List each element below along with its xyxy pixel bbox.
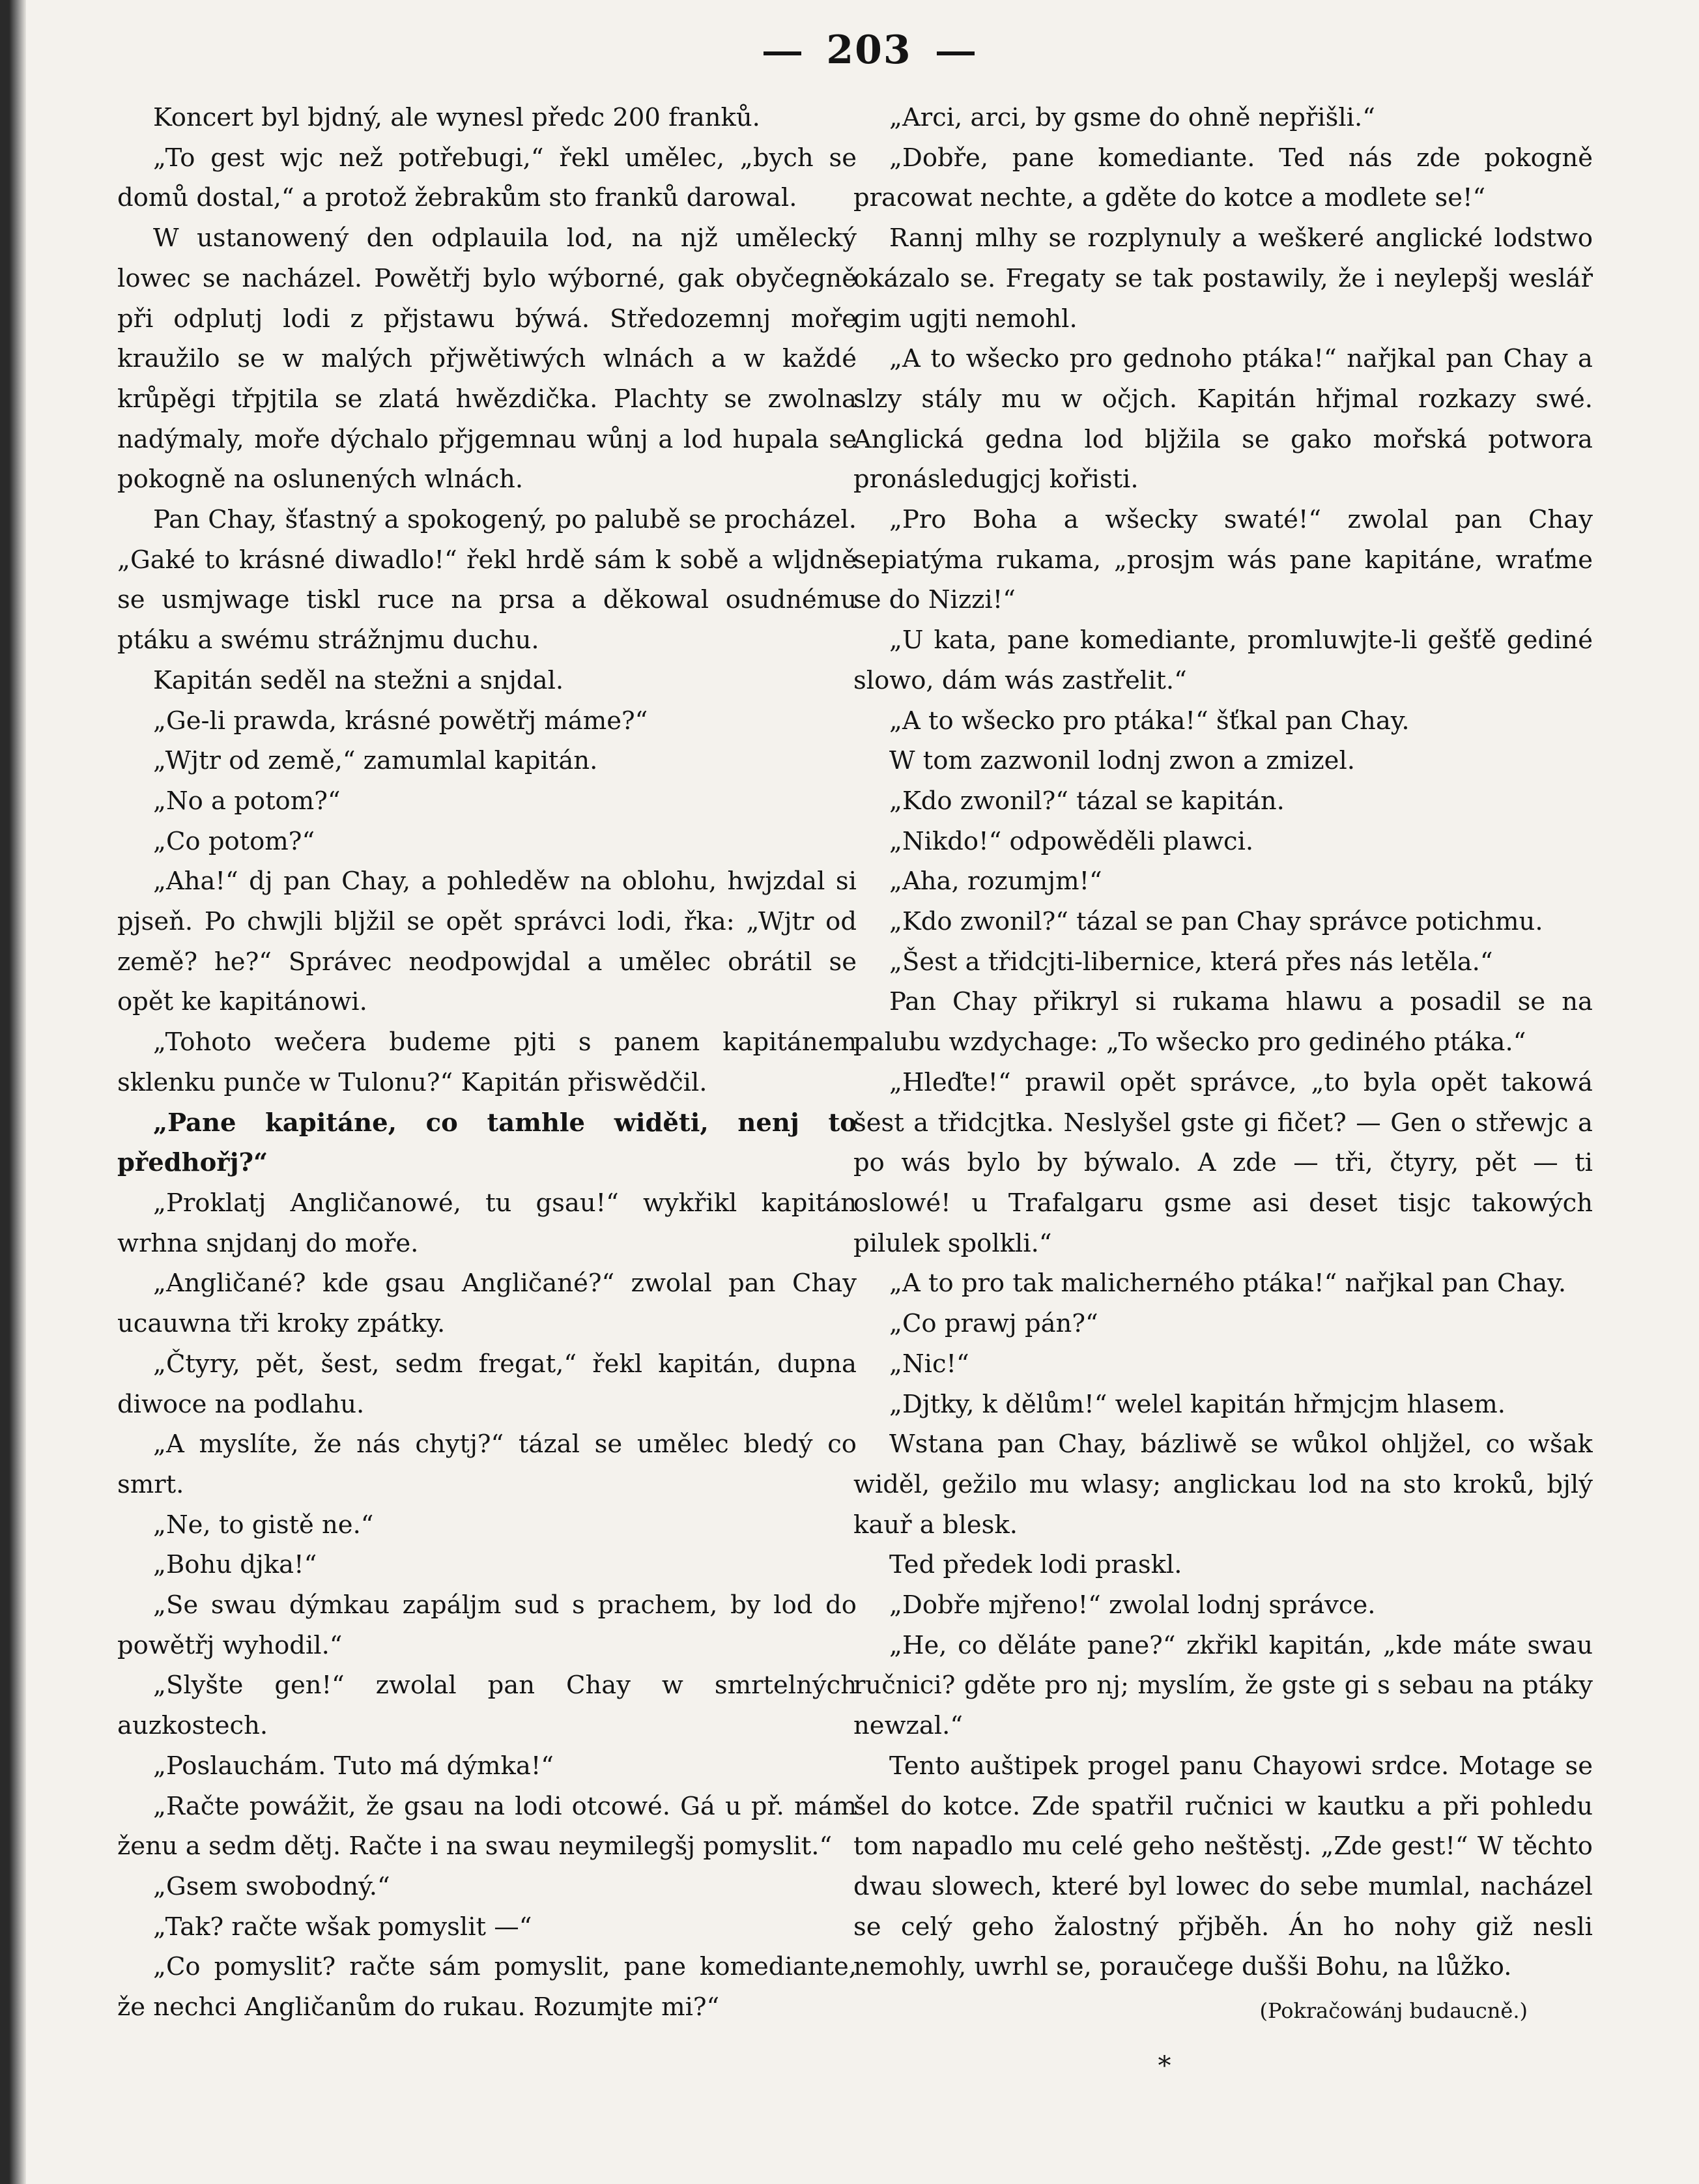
- paragraph: „Slyšte gen!“ zwolal pan Chay w smrtelných auzkostech.: [117, 1671, 857, 1741]
- paragraph: „Račte powážit, že gsau na lodi otcowé. Gá u př. mám ženu a sedm dětj. Račte i na swau neymilegšj pomyslit.“: [117, 1791, 857, 1861]
- paragraph: „Nikdo!“ odpowěděli plawci.: [889, 826, 1254, 856]
- paragraph: „Angličané? kde gsau Angličané?“ zwolal pan Chay ucauwna tři kroky zpátky.: [117, 1269, 857, 1339]
- paragraph: „Tohoto wečera budeme pjti s panem kapitánem sklenku punče w Tulonu?“ Kapitán přiswědčil.: [117, 1027, 857, 1097]
- paragraph: „Aha, rozumjm!“: [889, 867, 1102, 897]
- paragraph: „Proklatj Angličanowé, tu gsau!“ wykřikl kapitán wrhna snjdanj do moře.: [117, 1188, 857, 1258]
- paragraph: „Pane kapitáne, co tamhle widěti, nenj to předhořj?“: [117, 1108, 857, 1178]
- header-dash-left: [764, 51, 801, 55]
- paragraph: „A to pro tak malicherného ptáka!“ nařjkal pan Chay.: [889, 1269, 1567, 1299]
- paragraph: „Co pomyslit? račte sám pomyslit, pane komediante, že nechci Angličanům do rukau. Rozumjte mi?“: [117, 1952, 857, 2022]
- paragraph: Ted předek lodi praskl.: [889, 1550, 1182, 1580]
- paragraph: „Aha!“ dj pan Chay, a pohleděw na oblohu, hwjzdal si pjseň. Po chwjli bljžil se opět správci lodi, řka: „Wjtr od země? he?“ Správec neodpowjdal a umělec obrátil se opět ke kapitánowi.: [117, 867, 857, 1017]
- right-text-column: [853, 98, 1593, 2144]
- paragraph: Wstana pan Chay, bázliwě se wůkol ohljžel, co wšak widěl, gežilo mu wlasy; anglickau lod na sto kroků, bjlý kauř a blesk.: [853, 1430, 1593, 1540]
- paragraph: „Tak? račte wšak pomyslit —“: [153, 1912, 532, 1942]
- paragraph: Kapitán seděl na stežni a snjdal.: [153, 665, 564, 695]
- left-text-column: [117, 98, 857, 2144]
- paragraph: „U kata, pane komediante, promluwjte-li gešťě gediné slowo, dám wás zastřelit.“: [853, 625, 1593, 695]
- paragraph: „Nic!“: [889, 1349, 969, 1379]
- paragraph: „Se swau dýmkau zapáljm sud s prachem, by lod do powětřj wyhodil.“: [117, 1590, 857, 1660]
- paragraph: „Gsem swobodný.“: [153, 1871, 390, 1901]
- book-gutter-shadow: [0, 0, 26, 2184]
- paragraph: „Co potom?“: [153, 826, 315, 856]
- paragraph: „Ge-li prawda, krásné powětřj máme?“: [153, 706, 648, 736]
- paragraph: W tom zazwonil lodnj zwon a zmizel.: [889, 746, 1355, 776]
- paragraph: „Šest a třidcjti-libernice, která přes nás letěla.“: [889, 947, 1493, 977]
- paragraph: „Poslauchám. Tuto má dýmka!“: [153, 1751, 554, 1781]
- paragraph: „Bohu djka!“: [153, 1550, 317, 1580]
- paragraph: „A myslíte, že nás chytj?“ tázal se umělec bledý co smrt.: [117, 1430, 857, 1499]
- paragraph: W ustanowený den odplauila lod, na njž umělecký lowec se nacházel. Powětřj bylo wýborné, gak obyčegně při odplutj lodi z přjstawu býwá. Středozemnj moře kraužilo se w malých přjwětiwých wlnách a w každé krůpěgi třpjtila se zlatá hwězdička. Plachty se zwolna nadýmaly, moře dýchalo přjgemnau wůnj a lod hupala se pokogně na oslunených wlnách.: [117, 223, 857, 495]
- paragraph: „Ne, to gistě ne.“: [153, 1510, 374, 1540]
- paragraph: „Wjtr od země,“ zamumlal kapitán.: [153, 746, 598, 776]
- continuation-note: (Pokračowánj budaucně.): [1259, 1998, 1528, 2024]
- paragraph: „Hleďte!“ prawil opět správce, „to byla opět takowá šest a třidcjtka. Neslyšel gste gi fičet? — Gen o střewjc a po wás bylo by býwalo. A zde — tři, čtyry, pět — ti oslowé! u Trafalgaru gsme asi deset tisjc takowých pilulek spolkli.“: [853, 1067, 1593, 1258]
- paragraph: „Čtyry, pět, šest, sedm fregat,“ řekl kapitán, dupna diwoce na podlahu.: [117, 1349, 857, 1419]
- paragraph: „A to wšecko pro gednoho ptáka!“ nařjkal pan Chay a slzy stály mu w očjch. Kapitán hřjmal rozkazy swé. Anglická gedna lod bljžila se gako mořská potwora pronásledugjcj kořisti.: [853, 344, 1593, 495]
- paragraph: „A to wšecko pro ptáka!“ šťkal pan Chay.: [889, 706, 1410, 736]
- header-dash-right: [937, 51, 975, 55]
- document-page: [39, 0, 1699, 2184]
- paragraph: Pan Chay přikryl si rukama hlawu a posadil se na palubu wzdychage: „To wšecko pro gediného ptáka.“: [853, 987, 1593, 1057]
- paragraph: „Co prawj pán?“: [889, 1309, 1098, 1339]
- paragraph: „Djtky, k dělům!“ welel kapitán hřmjcjm hlasem.: [889, 1389, 1506, 1419]
- paragraph: „Dobře, pane komediante. Ted nás zde pokogně pracowat nechte, a gděte do kotce a modlete se!“: [853, 143, 1593, 213]
- page-header: [39, 27, 1699, 73]
- paragraph: Pan Chay, šťastný a spokogený, po palubě se procházel. „Gaké to krásné diwadlo!“ řekl hrdě sám k sobě a wljdně se usmjwage tiskl ruce na prsa a děkowal osudnému ptáku a swému strážnjmu duchu.: [117, 505, 857, 655]
- paragraph: Koncert byl bjdný, ale wynesl předc 200 franků.: [153, 103, 760, 132]
- paragraph: Rannj mlhy se rozplynuly a weškeré anglické lodstwo okázalo se. Fregaty se tak postawily, že i neylepšj weslář gim ugjti nemohl.: [853, 223, 1593, 334]
- paragraph: „Pro Boha a wšecky swaté!“ zwolal pan Chay sepiatýma rukama, „prosjm wás pane kapitáne, wraťme se do Nizzi!“: [853, 505, 1593, 615]
- paragraph: „To gest wjc než potřebugi,“ řekl umělec, „bych se domů dostal,“ a protož žebrakům sto franků darowal.: [117, 143, 857, 213]
- closing-asterisk: *: [1158, 2051, 1171, 2082]
- paragraph: „He, co děláte pane?“ zkřikl kapitán, „kde máte swau ručnici? gděte pro nj; myslím, že gste gi s sebau na ptáky newzal.“: [853, 1630, 1593, 1741]
- paragraph: „Arci, arci, by gsme do ohně nepřišli.“: [889, 103, 1375, 132]
- paragraph: „No a potom?“: [153, 786, 341, 816]
- paragraph: „Kdo zwonil?“ tázal se pan Chay správce potichmu.: [889, 907, 1543, 937]
- paragraph: „Dobře mjřeno!“ zwolal lodnj správce.: [889, 1590, 1376, 1620]
- page-number: 203: [826, 27, 912, 73]
- paragraph: Tento auštipek progel panu Chayowi srdce. Motage se šel do kotce. Zde spatřil ručnici w kautku a při pohledu tom napadlo mu celé geho neštěstj. „Zde gest!“ W těchto dwau slowech, které byl lowec do sebe mumlal, nacházel se celý geho žalostný přjběh. Án ho nohy giž nesli nemohly, uwrhl se, poraučege dušši Bohu, na lůžko.: [853, 1751, 1593, 1982]
- paragraph: „Kdo zwonil?“ tázal se kapitán.: [889, 786, 1285, 816]
